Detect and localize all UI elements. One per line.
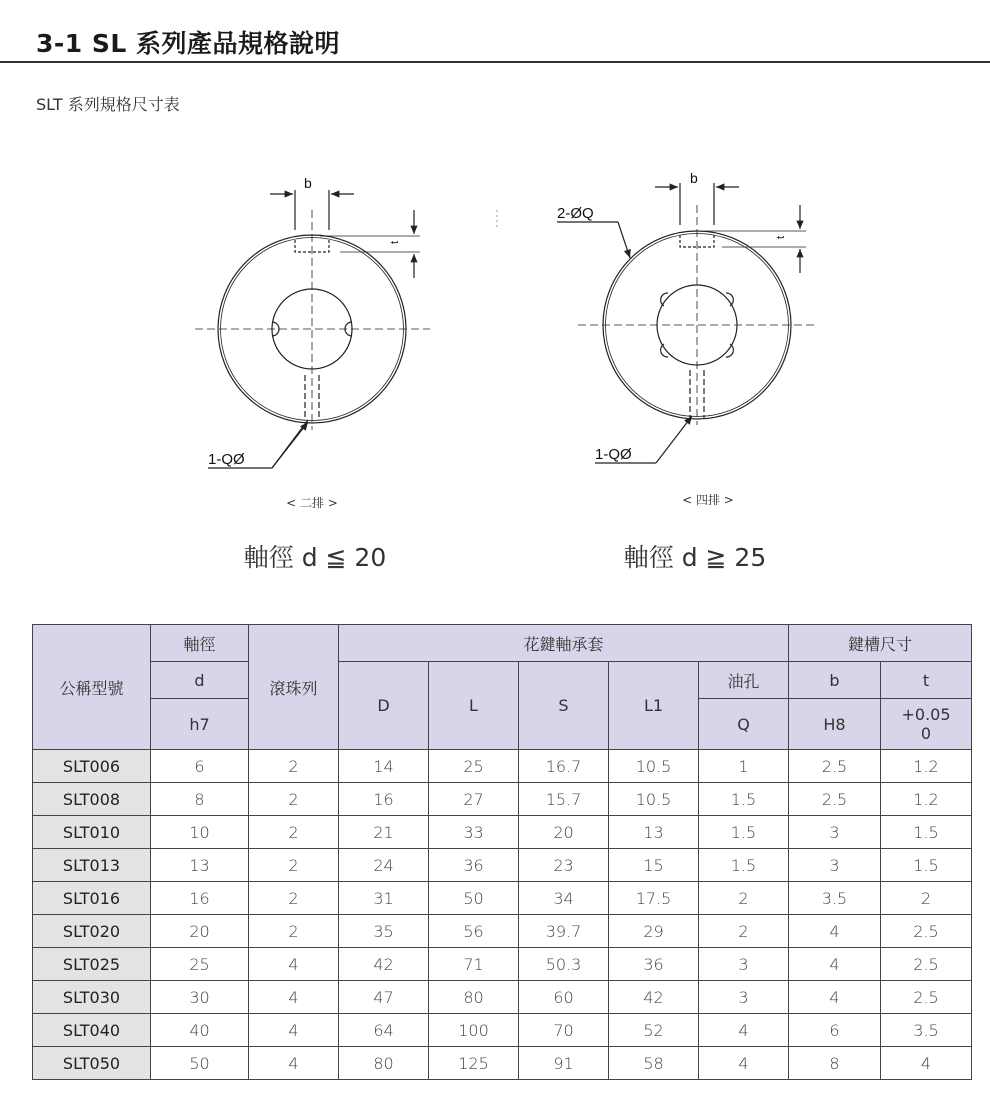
cell-ball-rows: 4	[249, 1014, 339, 1047]
cell-S: 34	[519, 882, 609, 915]
cell-S: 20	[519, 816, 609, 849]
header-S: S	[519, 662, 609, 750]
cell-L1: 17.5	[609, 882, 699, 915]
cell-L: 80	[429, 981, 519, 1014]
cell-L1: 13	[609, 816, 699, 849]
cell-L: 50	[429, 882, 519, 915]
page-title: 3-1 SL 系列產品規格說明	[36, 29, 341, 58]
cell-Q: 4	[699, 1014, 789, 1047]
cell-D: 42	[339, 948, 429, 981]
cell-L: 125	[429, 1047, 519, 1080]
header-d: d	[151, 662, 249, 699]
cell-t: 1.2	[881, 750, 972, 783]
cell-model: SLT020	[33, 915, 151, 948]
cell-L: 33	[429, 816, 519, 849]
table-row	[33, 981, 972, 1014]
cell-D: 14	[339, 750, 429, 783]
table-row	[33, 816, 972, 849]
cell-S: 60	[519, 981, 609, 1014]
header-h7: h7	[151, 699, 249, 750]
cell-d: 40	[151, 1014, 249, 1047]
cell-model: SLT013	[33, 849, 151, 882]
cell-L1: 10.5	[609, 783, 699, 816]
cell-L1: 29	[609, 915, 699, 948]
cell-S: 15.7	[519, 783, 609, 816]
cell-d: 20	[151, 915, 249, 948]
cell-model: SLT010	[33, 816, 151, 849]
table-row	[33, 915, 972, 948]
cell-b: 4	[789, 915, 881, 948]
cell-Q: 1.5	[699, 783, 789, 816]
cell-b: 2.5	[789, 750, 881, 783]
cell-t: 2.5	[881, 948, 972, 981]
cell-ball-rows: 4	[249, 948, 339, 981]
label-hole-top-right: 2-ØQ	[557, 205, 594, 222]
cell-L: 100	[429, 1014, 519, 1047]
label-b-left: b	[304, 175, 312, 191]
header-H8: H8	[789, 699, 881, 750]
table-row	[33, 783, 972, 816]
label-hole-left: 1-QØ	[208, 451, 245, 468]
cell-t: 3.5	[881, 1014, 972, 1047]
label-t-right: t	[775, 235, 787, 239]
cell-S: 23	[519, 849, 609, 882]
cell-S: 70	[519, 1014, 609, 1047]
header-Q: Q	[699, 699, 789, 750]
cell-b: 3.5	[789, 882, 881, 915]
table-row	[33, 948, 972, 981]
cell-d: 16	[151, 882, 249, 915]
cell-Q: 2	[699, 882, 789, 915]
cross-section-drawings	[0, 150, 990, 480]
cell-model: SLT016	[33, 882, 151, 915]
cell-Q: 1.5	[699, 849, 789, 882]
header-shaft: 軸徑	[151, 625, 249, 662]
cell-S: 16.7	[519, 750, 609, 783]
cell-model: SLT040	[33, 1014, 151, 1047]
table-row	[33, 1014, 972, 1047]
cell-b: 4	[789, 981, 881, 1014]
cell-Q: 4	[699, 1047, 789, 1080]
cell-t: 1.5	[881, 849, 972, 882]
label-b-right: b	[690, 170, 698, 186]
cell-model: SLT030	[33, 981, 151, 1014]
cell-D: 47	[339, 981, 429, 1014]
cell-b: 4	[789, 948, 881, 981]
cell-d: 6	[151, 750, 249, 783]
table-row	[33, 750, 972, 783]
cell-t: 1.2	[881, 783, 972, 816]
header-t: t	[881, 662, 972, 699]
cell-ball-rows: 2	[249, 816, 339, 849]
header-keyway: 鍵槽尺寸	[789, 625, 972, 662]
cell-D: 31	[339, 882, 429, 915]
cell-t: 1.5	[881, 816, 972, 849]
cell-S: 50.3	[519, 948, 609, 981]
cell-b: 6	[789, 1014, 881, 1047]
drawing-two-row	[195, 190, 430, 468]
cell-Q: 2	[699, 915, 789, 948]
shaft-range-right: 軸徑 d ≧ 25	[623, 543, 767, 572]
cell-L: 56	[429, 915, 519, 948]
cell-Q: 3	[699, 948, 789, 981]
cell-L1: 52	[609, 1014, 699, 1047]
cell-S: 39.7	[519, 915, 609, 948]
cell-model: SLT008	[33, 783, 151, 816]
title-underline	[0, 61, 990, 63]
header-spline-nut: 花鍵軸承套	[339, 625, 789, 662]
cell-ball-rows: 2	[249, 882, 339, 915]
cell-model: SLT025	[33, 948, 151, 981]
caption-two-row: < 二排 >	[286, 496, 338, 510]
header-b: b	[789, 662, 881, 699]
label-hole-right: 1-QØ	[595, 446, 632, 463]
cell-L: 27	[429, 783, 519, 816]
cell-d: 50	[151, 1047, 249, 1080]
cell-D: 64	[339, 1014, 429, 1047]
table-row	[33, 1047, 972, 1080]
cell-L1: 42	[609, 981, 699, 1014]
cell-D: 21	[339, 816, 429, 849]
cell-t: 2.5	[881, 981, 972, 1014]
cell-d: 8	[151, 783, 249, 816]
cell-model: SLT006	[33, 750, 151, 783]
cell-ball-rows: 2	[249, 750, 339, 783]
caption-four-row: < 四排 >	[682, 493, 734, 507]
cell-b: 8	[789, 1047, 881, 1080]
header-L: L	[429, 662, 519, 750]
cell-d: 25	[151, 948, 249, 981]
table-row	[33, 882, 972, 915]
cell-L: 25	[429, 750, 519, 783]
cell-ball-rows: 2	[249, 783, 339, 816]
cell-ball-rows: 2	[249, 849, 339, 882]
cell-S: 91	[519, 1047, 609, 1080]
section-subtitle: SLT 系列規格尺寸表	[36, 95, 180, 114]
header-oil-hole: 油孔	[699, 662, 789, 699]
header-model: 公稱型號	[33, 625, 151, 750]
cell-ball-rows: 2	[249, 915, 339, 948]
cell-L1: 10.5	[609, 750, 699, 783]
shaft-range-left: 軸徑 d ≦ 20	[243, 543, 387, 572]
cell-d: 10	[151, 816, 249, 849]
table-header	[33, 625, 972, 750]
header-ball-rows: 滾珠列	[249, 625, 339, 750]
cell-t: 4	[881, 1047, 972, 1080]
table-row	[33, 849, 972, 882]
cell-D: 80	[339, 1047, 429, 1080]
cell-Q: 3	[699, 981, 789, 1014]
cell-L: 71	[429, 948, 519, 981]
drawing-four-row	[557, 183, 815, 463]
label-t-left: t	[389, 240, 401, 244]
header-D: D	[339, 662, 429, 750]
cell-ball-rows: 4	[249, 981, 339, 1014]
cell-L1: 58	[609, 1047, 699, 1080]
spec-table	[32, 624, 972, 1080]
cell-b: 3	[789, 849, 881, 882]
cell-d: 30	[151, 981, 249, 1014]
cell-Q: 1	[699, 750, 789, 783]
cell-D: 16	[339, 783, 429, 816]
header-tolerance: +0.05 0	[881, 699, 972, 750]
cell-b: 3	[789, 816, 881, 849]
cell-model: SLT050	[33, 1047, 151, 1080]
cell-t: 2.5	[881, 915, 972, 948]
table-body	[33, 750, 972, 1080]
cell-L: 36	[429, 849, 519, 882]
cell-L1: 36	[609, 948, 699, 981]
cell-D: 35	[339, 915, 429, 948]
header-L1: L1	[609, 662, 699, 750]
cell-d: 13	[151, 849, 249, 882]
cell-b: 2.5	[789, 783, 881, 816]
cell-ball-rows: 4	[249, 1047, 339, 1080]
cell-D: 24	[339, 849, 429, 882]
cell-t: 2	[881, 882, 972, 915]
cell-L1: 15	[609, 849, 699, 882]
cell-Q: 1.5	[699, 816, 789, 849]
